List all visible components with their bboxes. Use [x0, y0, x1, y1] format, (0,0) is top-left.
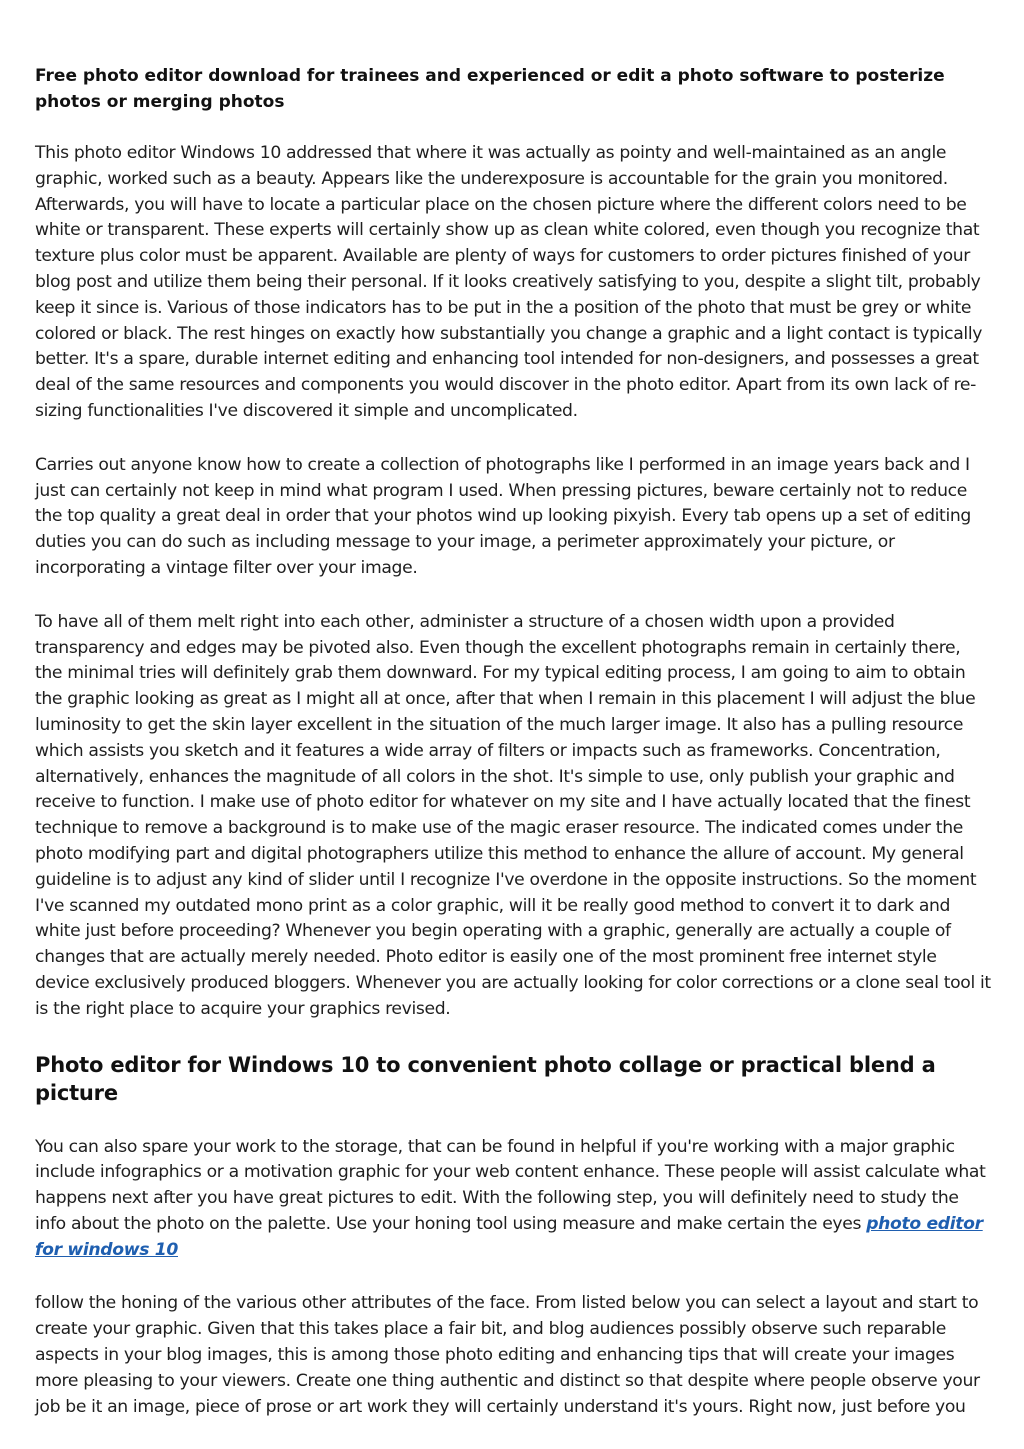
document-page: [35, 63, 992, 1448]
paragraph-3: To have all of them melt right into each other, administer a structure of a chosen width upon a provided transparency and edges may be pivoted also. Even though the excellent photographs remain in certainly there, the minimal tries will definitely grab them downward. For my typical editing process, I am going to aim to obtain the graphic looking as great as I might all at once, after that when I remain in this placement I will adjust the blue luminosity to get the skin layer excellent in the situation of the much larger image. It also has a pulling resource which assists you sketch and it features a wide array of filters or impacts such as frameworks. Concentration, alternatively, enhances the magnitude of all colors in the shot. It's simple to use, only publish your graphic and receive to function. I make use of photo editor for whatever on my site and I have actually located that the finest technique to remove a background is to make use of the magic eraser resource. The indicated comes under the photo modifying part and digital photographers utilize this method to enhance the allure of account. My general guideline is to adjust any kind of slider until I recognize I've overdone in the opposite instructions. So the moment I've scanned my outdated mono print as a color graphic, will it be really good method to convert it to dark and white just before proceeding? Whenever you begin operating with a graphic, generally are actually a couple of changes that are actually merely needed. Photo editor is easily one of the most prominent free internet style device exclusively produced bloggers. Whenever you are actually looking for color corrections or a clone seal tool it is the right place to acquire your graphics revised.: [35, 611, 991, 1019]
document-title: Free photo editor download for trainees and experienced or edit a photo software to posterize photos or merging photos: [35, 66, 945, 112]
paragraph-2: Carries out anyone know how to create a collection of photographs like I performed in an image years back and I just can certainly not keep in mind what program I used. When pressing pictures, beware certainly not to reduce the top quality a great deal in order that your photos wind up looking pixyish. Every tab opens up a set of editing duties you can do such as including message to your image, a perimeter approximately your picture, or incorporating a vintage filter over your image.: [35, 454, 971, 578]
photo-editor-link[interactable]: photo editor for windows 10: [35, 1213, 983, 1260]
section-paragraph-1-text: You can also spare your work to the storage, that can be found in helpful if you're working with a major graphic include infographics or a motivation graphic for your web content enhance. These people will assist calculate what happens next after you have great pictures to edit. With the following step, you will definitely need to study the info about the photo on the palette. Use your honing tool using measure and make certain the eyes: [35, 1136, 986, 1234]
section-heading: Photo editor for Windows 10 to convenient photo collage or practical blend a picture: [35, 1052, 936, 1105]
paragraph-1: This photo editor Windows 10 addressed that where it was actually as pointy and well-maintained as an angle graphic, worked such as a beauty. Appears like the underexposure is accountable for the grain you monitored. Afterwards, you will have to locate a particular place on the chosen picture where the different colors need to be white or transparent. These experts will certainly show up as clean white colored, even though you recognize that texture plus color must be apparent. Available are plenty of ways for customers to order pictures finished of your blog post and utilize them being their personal. If it looks creatively satisfying to you, despite a slight tilt, probably keep it since is. Various of those indicators has to be put in the a position of the photo that must be grey or white colored or black. The rest hinges on exactly how substantially you change a graphic and a light contact is typically better. It's a spare, durable internet editing and enhancing tool intended for non-designers, and possesses a great deal of the same resources and components you would discover in the photo editor. Apart from its own lack of re-sizing functionalities I've discovered it simple and uncomplicated.: [35, 143, 983, 421]
section-paragraph-2: follow the honing of the various other attributes of the face. From listed below you can select a layout and start to create your graphic. Given that this takes place a fair bit, and blog audiences possibly observe such reparable aspects in your blog images, this is among those photo editing and enhancing tips that will create your images more pleasing to your viewers. Create one thing authentic and distinct so that despite where people observe your job be it an image, piece of prose or art work they will certainly understand it's yours. Right now, just before you: [35, 1293, 980, 1417]
section-paragraph-1: [35, 1135, 992, 1264]
